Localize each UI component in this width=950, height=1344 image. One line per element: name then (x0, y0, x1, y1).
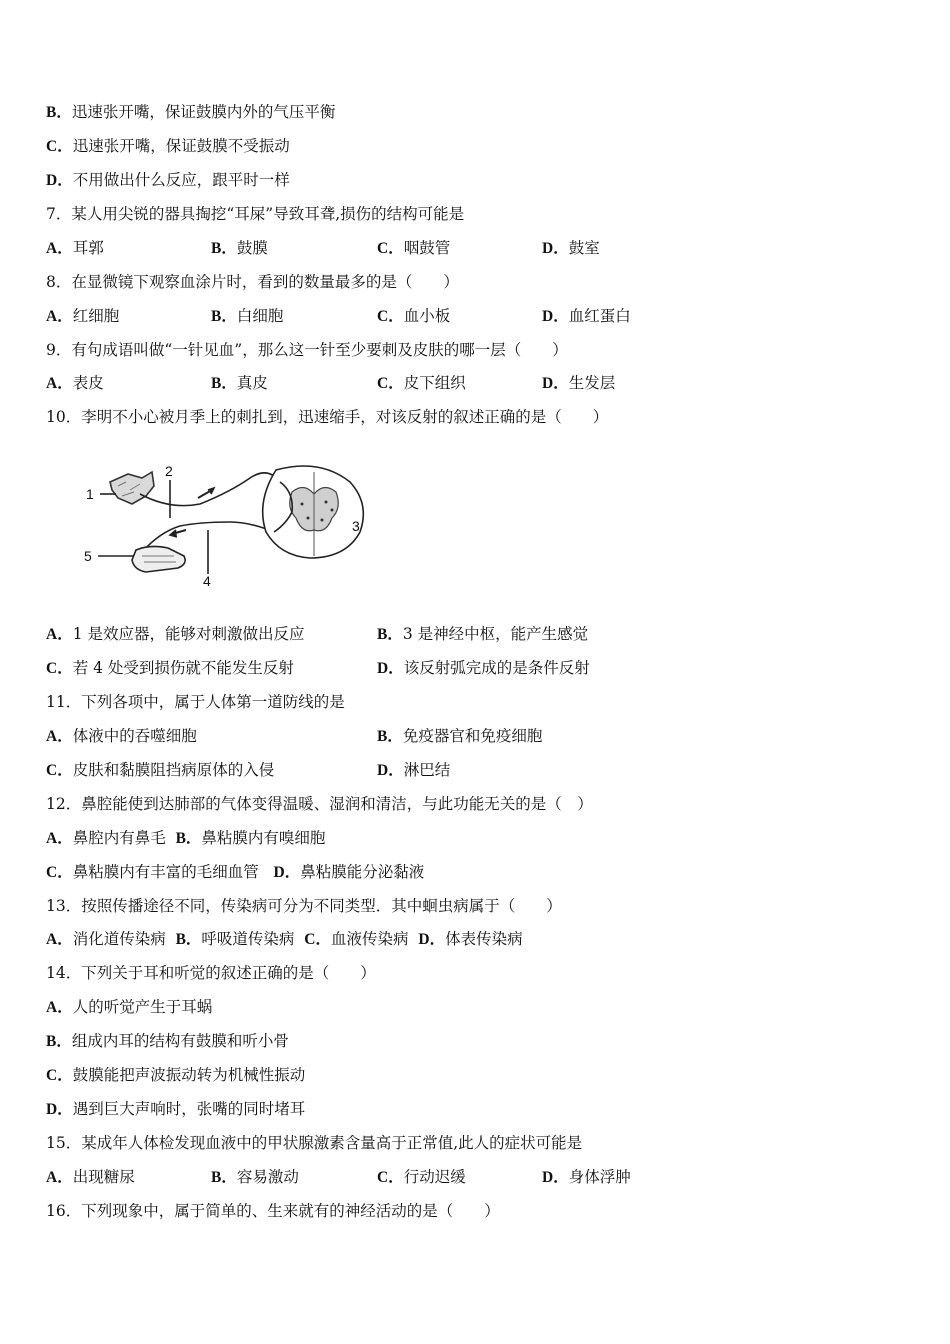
q7-option-c: C．咽鼓管 (377, 239, 451, 257)
q14-option-c: C．鼓膜能把声波振动转为机械性振动 (46, 1066, 306, 1084)
q7-option-a: A．耳郭 (46, 239, 104, 257)
q14-option-d: D．遇到巨大声响时，张嘴的同时堵耳 (46, 1100, 306, 1118)
receptor-skin-patch (110, 472, 154, 504)
q10-option-a: A．1 是效应器，能够对刺激做出反应 (46, 625, 305, 643)
q11-option-b: B．免疫器官和免疫细胞 (377, 727, 543, 745)
q10-option-d: D．该反射弧完成的是条件反射 (377, 659, 590, 677)
q14-option-b: B．组成内耳的结构有鼓膜和听小骨 (46, 1032, 289, 1050)
q15-option-c: C．行动迟缓 (377, 1168, 466, 1186)
q8-option-d: D．血红蛋白 (542, 307, 631, 325)
q7-option-d: D．鼓室 (542, 239, 600, 257)
q15-stem: 15．某成年人体检发现血液中的甲状腺激素含量高于正常值,此人的症状可能是 (46, 1134, 583, 1152)
prev-option-b: B．迅速张开嘴，保证鼓膜内外的气压平衡 (46, 103, 336, 121)
q8-option-c: C．血小板 (377, 307, 451, 325)
prev-option-d: D．不用做出什么反应，跟平时一样 (46, 171, 290, 189)
q7-option-b: B．鼓膜 (211, 239, 268, 257)
q12-options-row1: A．鼻腔内有鼻毛 B．鼻粘膜内有嗅细胞 (46, 829, 326, 847)
q11-option-c: C．皮肤和黏膜阻挡病原体的入侵 (46, 761, 275, 779)
q11-option-d: D．淋巴结 (377, 761, 451, 779)
q14-option-a: A．人的听觉产生于耳蜗 (46, 998, 213, 1016)
q13-options-row: A．消化道传染病 B．呼吸道传染病 C．血液传染病 D．体表传染病 (46, 930, 523, 948)
q15-option-a: A．出现糖尿 (46, 1168, 135, 1186)
q9-option-d: D．生发层 (542, 374, 616, 392)
reflex-arc-diagram (80, 452, 380, 592)
q11-option-a: A．体液中的吞噬细胞 (46, 727, 197, 745)
prev-option-c: C．迅速张开嘴，保证鼓膜不受振动 (46, 137, 290, 155)
q9-option-c: C．皮下组织 (377, 374, 466, 392)
q12-options-row2: C．鼻粘膜内有丰富的毛细血管 D．鼻粘膜能分泌黏液 (46, 863, 425, 881)
q13-stem: 13．按照传播途径不同，传染病可分为不同类型．其中蛔虫病属于（ ） (46, 897, 562, 915)
label-2: 2 (165, 463, 173, 479)
label-1: 1 (86, 486, 94, 502)
label-5: 5 (84, 548, 92, 564)
q9-option-b: B．真皮 (211, 374, 268, 392)
q16-stem: 16．下列现象中，属于简单的、生来就有的神经活动的是（ ） (46, 1202, 500, 1220)
spinal-cord (263, 466, 364, 558)
q10-option-b: B．3 是神经中枢，能产生感觉 (377, 625, 589, 643)
label-4: 4 (203, 573, 211, 589)
q9-option-a: A．表皮 (46, 374, 104, 392)
q10-option-c: C．若 4 处受到损伤就不能发生反射 (46, 659, 294, 677)
q12-stem: 12．鼻腔能使到达肺部的气体变得温暖、湿润和清洁，与此功能无关的是（ ） (46, 795, 593, 813)
q15-option-b: B．容易激动 (211, 1168, 299, 1186)
q10-stem: 10．李明不小心被月季上的刺扎到，迅速缩手，对该反射的叙述正确的是（ ） (46, 408, 609, 426)
q7-stem: 7．某人用尖锐的器具掏挖“耳屎”导致耳聋,损伤的结构可能是 (46, 205, 465, 223)
q14-stem: 14．下列关于耳和听觉的叙述正确的是（ ） (46, 964, 376, 982)
effector-hand (132, 546, 185, 572)
q9-stem: 9．有句成语叫做“一针见血”，那么这一针至少要刺及皮肤的哪一层（ ） (46, 341, 568, 359)
q15-option-d: D．身体浮肿 (542, 1168, 631, 1186)
q8-option-b: B．白细胞 (211, 307, 284, 325)
q8-stem: 8．在显微镜下观察血涂片时，看到的数量最多的是（ ） (46, 273, 459, 291)
q11-stem: 11．下列各项中，属于人体第一道防线的是 (46, 693, 345, 711)
label-3: 3 (352, 518, 360, 534)
q8-option-a: A．红细胞 (46, 307, 120, 325)
